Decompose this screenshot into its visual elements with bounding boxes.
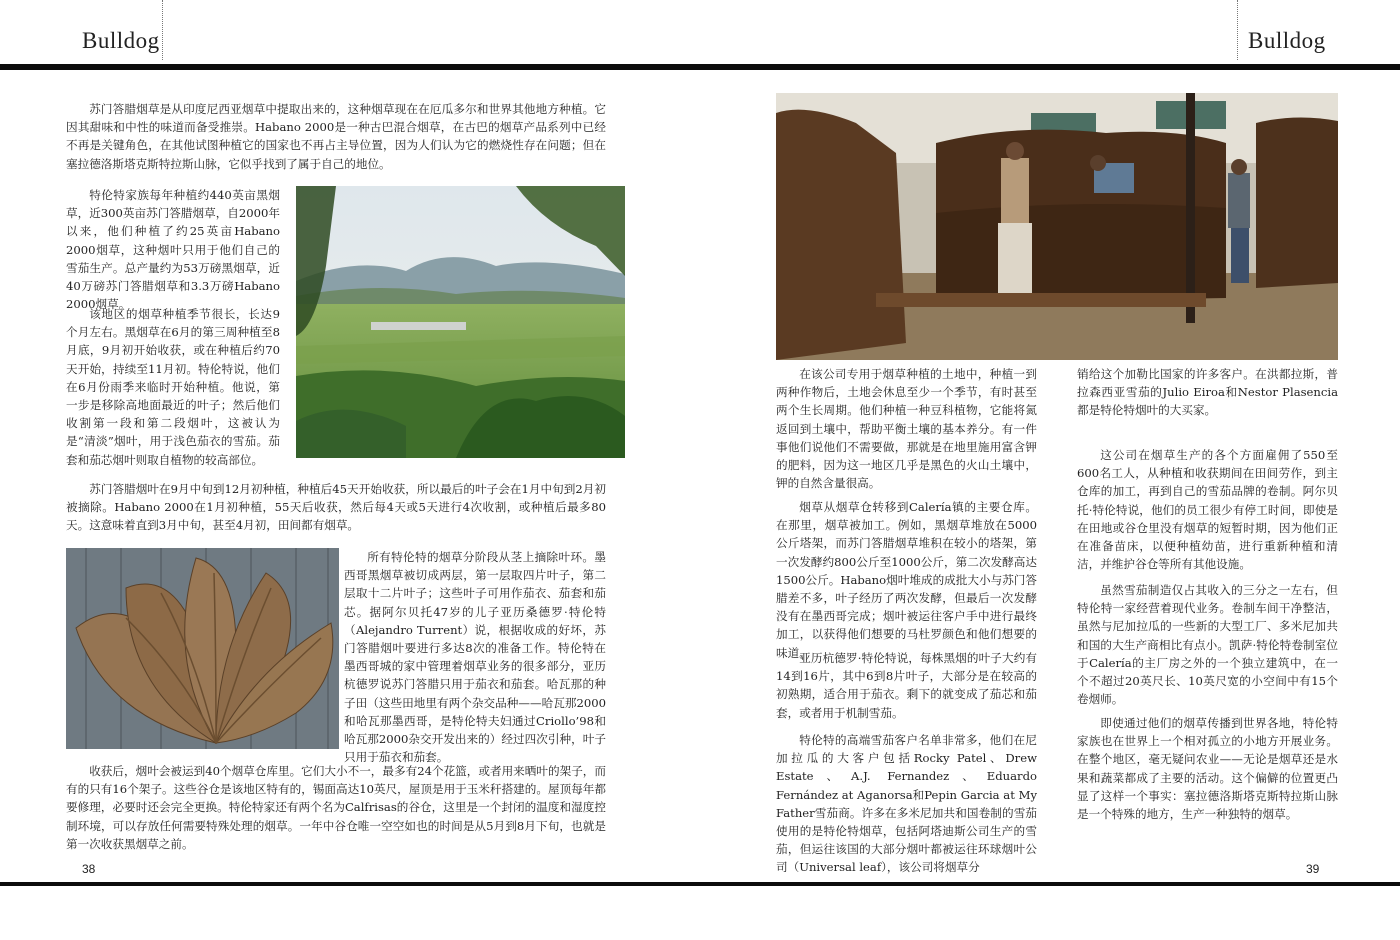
landscape-photo	[296, 186, 625, 458]
footer-rule	[0, 882, 1400, 886]
article-paragraph: 苏门答腊烟叶在9月中旬到12月初种植，种植后45天开始收获，所以最后的叶子会在1月中旬到2月初被摘除。Habano 2000在1月初种植，55天后收获，然后每4天或5天进行4次收割，或种植后最多80天。这意味着直到3月中旬，甚至4月初，田间都有烟草。	[66, 482, 606, 533]
article-paragraph: 特伦特的高端雪茄客户名单非常多，他们在尼加拉瓜的大客户包括Rocky Patel、Drew Estate、A.J. Fernandez、Eduardo Fernández at Aganorsa和Pepin Garcia at My Father雪茄商。许多在多米尼加共和国卷制的雪茄使用的是特伦特烟草，包括阿塔迪斯公司生产的雪茄，但运往该国的大部分烟叶都被运往环球烟叶公司（Universal leaf），该公司将烟草分	[776, 733, 1037, 875]
article-paragraph: 苏门答腊烟草是从印度尼西亚烟草中提取出来的，这种烟草现在在厄瓜多尔和世界其他地方种植。它因其甜味和中性的味道而备受推崇。Habano 2000是一种古巴混合烟草，在古巴的烟草产品系列中已经不再是关键角色，在其他试图种植它的国家也不再占主导位置，因为人们认为它的燃烧性存在问题；但在塞拉德洛斯塔克斯特拉斯山脉，它似乎找到了属于自己的地位。	[66, 102, 606, 171]
magazine-brand-left: Bulldog	[82, 28, 160, 53]
page-number-left: 38	[82, 862, 96, 876]
warehouse-photo	[776, 93, 1338, 360]
article-paragraph: 该地区的烟草种植季节很长，长达9个月左右。黑烟草在6月的第三周种植至8月底，9月初开始收获，或在种植后约70天开始，持续至11月初。特伦特说，他们在6月份雨季来临时开始种植。他说，第一步是移除高地面最近的叶子；然后他们收割第一段和第二段烟叶，这被认为是“清淡”烟叶，用于浅色茄衣的雪茄。茄套和茄芯烟叶则取自植物的较高部位。	[66, 307, 280, 467]
magazine-brand-right: Bulldog	[1248, 28, 1326, 53]
article-paragraph: 亚历杭德罗·特伦特说，每株黑烟的叶子大约有14到16片，其中6到8片叶子，大部分是在较高的初熟期，适合用于茄衣。剩下的就变成了茄芯和茄套，或者用于机制雪茄。	[776, 651, 1037, 720]
tobacco-leaves-photo	[66, 548, 339, 749]
article-paragraph: 虽然雪茄制造仅占其收入的三分之一左右，但特伦特一家经营着现代业务。卷制车间干净整洁，虽然与尼加拉瓜的一些新的大型工厂、多米尼加共和国的大生产商相比有点小。凯萨·特伦特卷制室位于Calería的主厂房之外的一个独立建筑中，在一个不超过20英尺长、10英尺宽的小空间中有15个卷烟师。	[1077, 583, 1338, 707]
article-paragraph: 特伦特家族每年种植约440英亩黑烟草，近300英亩苏门答腊烟草，自2000年以来，他们种植了约25英亩Habano 2000烟草，这种烟叶只用于他们自己的雪茄生产。总产量约为53万磅黑烟草，近40万磅苏门答腊烟草和3.3万磅Habano 2000烟草。	[66, 188, 280, 312]
header-rule	[0, 64, 1400, 70]
header-divider-right	[1237, 0, 1238, 60]
page-number-right: 39	[1306, 862, 1320, 876]
article-paragraph: 收获后，烟叶会被运到40个烟草仓库里。它们大小不一，最多有24个花篮，或者用来晒叶的架子，而有的只有16个架子。这些谷仓是该地区特有的，锡面高达10英尺，屋顶是用于玉米秆搭建的。屋顶每年都要修理，必要时还会完全更换。特伦特家还有两个名为Calfrisas的谷仓，这里是一个封闭的温度和湿度控制环境，可以存放任何需要特殊处理的烟草。一年中谷仓唯一空空如也的时间是从5月到8月下旬，也就是第一次收获黑烟草之前。	[66, 764, 606, 851]
article-paragraph: 烟草从烟草仓转移到Calería镇的主要仓库。在那里，烟草被加工。例如，黑烟草堆放在5000公斤塔架，而苏门答腊烟草堆积在较小的塔架，第一次发酵约800公斤至1000公斤，第二次发酵高达1500公斤。Habano烟叶堆成的成批大小与苏门答腊差不多，叶子经历了两次发酵，但最后一次发酵没有在墨西哥完成；烟叶被运往客户手中进行最终加工，以获得他们想要的马杜罗颜色和他们想要的味道。	[776, 500, 1037, 660]
article-paragraph: 这公司在烟草生产的各个方面雇佣了550至600名工人，从种植和收获期间在田间劳作，到主仓库的加工，再到自己的雪茄品牌的卷制。阿尔贝托·特伦特说，他们的员工很少有停工时间，即使是在田地或谷仓里没有烟草的短暂时期，因为他们正在准备苗床，以便种植幼苗，进行重新种植和清洁，并维护谷仓等所有其他设施。	[1077, 448, 1338, 572]
article-paragraph: 销给这个加勒比国家的许多客户。在洪都拉斯，普拉森西亚雪茄的Julio Eiroa和Nestor Plasencia都是特伦特烟叶的大买家。	[1077, 367, 1338, 418]
header-divider-left	[162, 0, 163, 60]
article-paragraph: 所有特伦特的烟草分阶段从茎上摘除叶环。墨西哥黑烟草被切成两层，第一层取四片叶子，第二层取十二片叶子；这些叶子可用作茄衣、茄套和茄芯。据阿尔贝托47岁的儿子亚历桑德罗·特伦特（Alejandro Turrent）说，根据收成的好坏，苏门答腊烟叶要进行多达8次的准备工作。特伦特在墨西哥城的家中管理着烟草业务的很多部分，亚历杭德罗说苏门答腊只用于茄衣和茄套。哈瓦那的种子田（这些田地里有两个杂交品种——哈瓦那2000和哈瓦那墨西哥，是特伦特夫妇通过Criollo’98和哈瓦那2000杂交开发出来的）经过四次引种，叶子只用于茄衣和茄套。	[344, 550, 606, 765]
article-paragraph: 即使通过他们的烟草传播到世界各地，特伦特家族也在世界上一个相对孤立的小地方开展业务。在整个地区，毫无疑问农业——无论是烟草还是水果和蔬菜都成了主要的活动。这个偏僻的位置更凸显了这样一个事实：塞拉德洛斯塔克斯特拉斯山脉是一个特殊的地方，生产一种独特的烟草。	[1077, 716, 1338, 822]
article-paragraph: 在该公司专用于烟草种植的土地中，种植一到两种作物后，土地会休息至少一个季节，有时甚至两个生长周期。他们种植一种豆科植物，它能将氮返回到土壤中，帮助平衡土壤的基本养分。有一件事他们说他们不需要做，那就是在地里施用富含钾的肥料，因为这一地区几乎是黑色的火山土壤中，钾的自然含量很高。	[776, 367, 1037, 491]
